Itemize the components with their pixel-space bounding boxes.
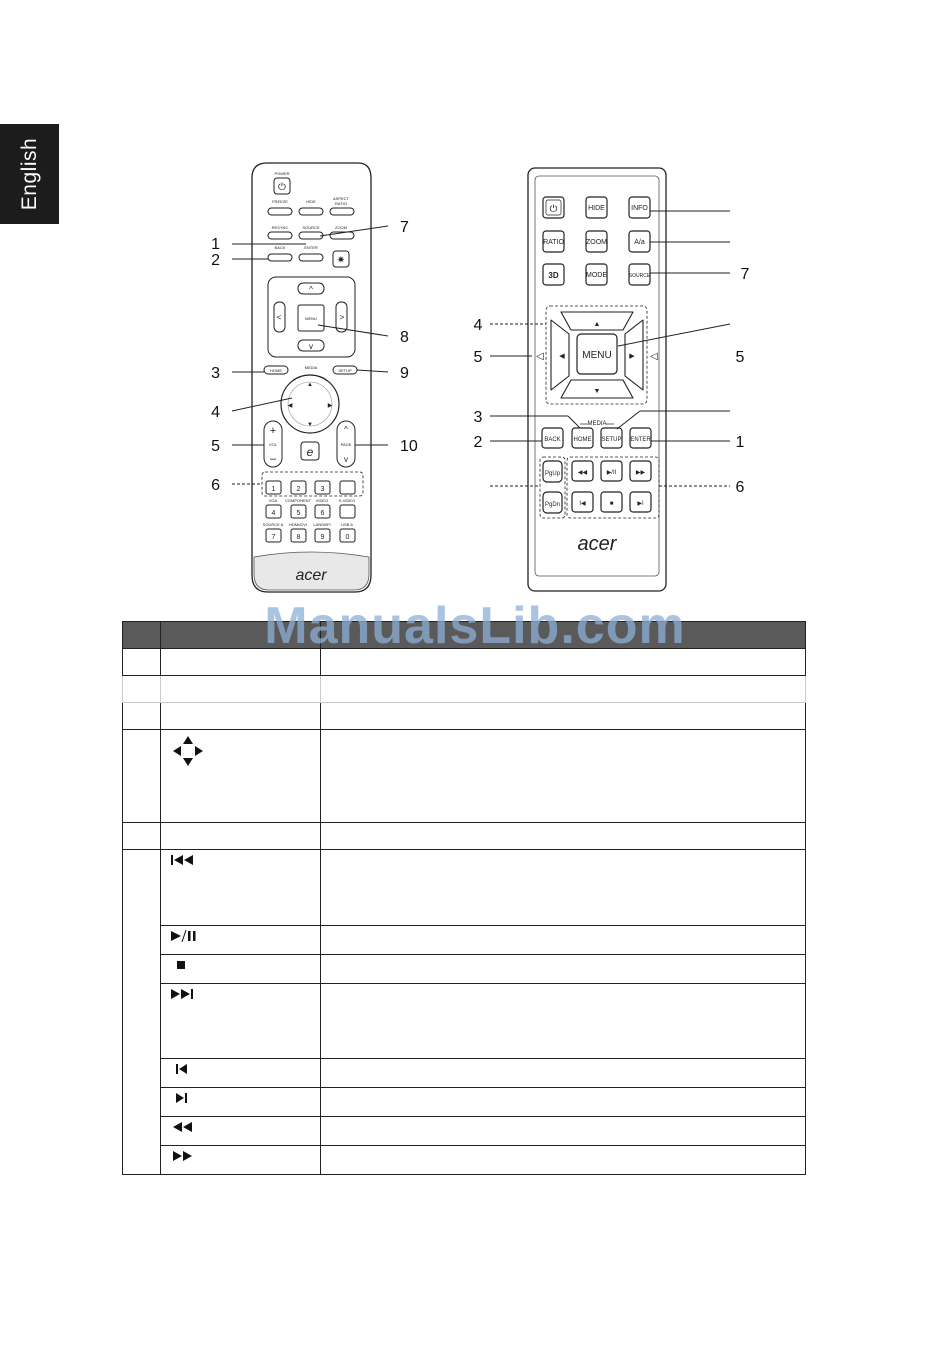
source-label: SOURCE — [302, 225, 320, 230]
row-icon-cell — [161, 730, 321, 823]
table-row — [123, 823, 806, 850]
table-row — [123, 1088, 806, 1117]
right-power-icon: ⏻ — [549, 204, 558, 215]
skip-next-icon — [171, 1092, 191, 1104]
volume-left-icon: ◁ — [536, 351, 544, 362]
page-up-icon: ^ — [344, 425, 348, 434]
row-name — [161, 823, 321, 850]
right-pgdn-label: PgDn — [544, 502, 561, 508]
stop-icon — [171, 959, 191, 971]
page-label: PAGE — [340, 442, 352, 447]
row-icon-cell — [161, 1117, 321, 1146]
row-description — [321, 703, 806, 730]
table-row — [123, 676, 806, 703]
right-callout-1: 1 — [735, 434, 745, 451]
row-description — [321, 1088, 806, 1117]
row-description — [321, 955, 806, 984]
vol-label: VOL — [268, 442, 278, 447]
table-row — [123, 926, 806, 955]
right-callout-4: 4 — [473, 317, 483, 334]
fast-forward-icon — [171, 1150, 195, 1162]
dpad-right-icon: ▶ — [629, 353, 635, 360]
power-label: POWER — [274, 171, 290, 176]
left-brand-logo: acer — [295, 567, 327, 584]
row-icon-cell — [161, 1059, 321, 1088]
digit-8-label: 8 — [296, 534, 301, 541]
svideo-label: S-VIDEO — [338, 498, 356, 503]
left-callout-1: 1 — [211, 236, 220, 253]
resync-label: RESYNC — [271, 225, 289, 230]
keystone-down-icon: ▼ — [593, 388, 601, 395]
left-media-label: MEDIA — [304, 365, 318, 370]
right-back-label: BACK — [544, 437, 561, 443]
row-description — [321, 730, 806, 823]
left-source-button[interactable] — [299, 232, 323, 239]
right-media-label: MEDIA — [587, 421, 607, 427]
row-description — [321, 1146, 806, 1175]
left-resync-button[interactable] — [268, 232, 292, 239]
row-description — [321, 1117, 806, 1146]
left-callout-2: 2 — [211, 252, 220, 269]
previous-rewind-icon — [171, 854, 197, 866]
row-description — [321, 1059, 806, 1088]
rewind-icon: ◀◀ — [577, 470, 588, 476]
row-icon-cell — [161, 955, 321, 984]
right-menu-label: MENU — [582, 350, 612, 361]
digit-6-label: 6 — [320, 510, 325, 517]
left-callout-6: 6 — [211, 477, 220, 494]
volume-up-icon: + — [269, 425, 277, 437]
table-row — [123, 703, 806, 730]
hdmi-dvi-label: HDMI/DVI — [289, 522, 307, 527]
row-number — [123, 823, 161, 850]
language-tab-label: English — [17, 137, 41, 211]
right-remote — [474, 168, 750, 591]
table-row — [123, 984, 806, 1059]
four-arrow-icon — [171, 734, 205, 768]
component-label: COMPONENT — [285, 498, 311, 503]
left-aspect-button[interactable] — [330, 208, 354, 215]
right-hide-label: HIDE — [588, 205, 605, 212]
left-menu-label: MENU — [305, 316, 317, 321]
rewind-icon — [171, 1121, 195, 1133]
right-callout-7: 7 — [740, 266, 750, 283]
back-label: BACK — [274, 245, 286, 250]
chevron-down-icon: v — [309, 342, 313, 351]
table-row — [123, 850, 806, 926]
left-remote — [211, 163, 418, 592]
fast-forward-icon: ▶▶ — [635, 470, 646, 476]
right-home-label: HOME — [573, 437, 592, 443]
left-callout-7: 7 — [400, 219, 409, 236]
source-a-label: SOURCE A — [262, 522, 284, 527]
e-key-label: e — [306, 445, 314, 459]
left-callout-3: 3 — [211, 365, 220, 382]
row-icon-cell — [161, 1088, 321, 1117]
digit-5-label: 5 — [296, 510, 301, 517]
right-callout-6: 6 — [735, 479, 745, 496]
left-callout-8: 8 — [400, 329, 409, 346]
left-callout-9: 9 — [400, 365, 409, 382]
table-row — [123, 955, 806, 984]
table-row — [123, 1117, 806, 1146]
digit-2-label: 2 — [296, 486, 301, 493]
zoom-label: ZOOM — [335, 225, 347, 230]
left-freeze-button[interactable] — [268, 208, 292, 215]
left-home-label: HOME — [270, 368, 282, 373]
row-name — [161, 676, 321, 703]
enter-label: ENTER — [304, 245, 318, 250]
skip-previous-icon: I◀ — [579, 501, 586, 507]
hide-label: HIDE — [306, 199, 316, 204]
freeze-label: FREEZE — [272, 199, 288, 204]
right-3d-label: 3D — [548, 271, 559, 280]
play-pause-icon: ▶/II — [606, 470, 617, 476]
row-description — [321, 850, 806, 926]
right-callout-5-right: 5 — [735, 349, 745, 366]
stop-icon: ■ — [609, 501, 614, 507]
fast-forward-next-icon — [171, 988, 197, 1000]
page-down-icon: v — [344, 455, 348, 464]
right-brand-logo: acer — [577, 533, 617, 555]
right-zoom-label: ZOOM — [586, 239, 607, 246]
usb-a-label: USB A — [341, 522, 353, 527]
row-icon-cell — [161, 1146, 321, 1175]
table-row — [123, 730, 806, 823]
right-enter-label: ENTER — [630, 437, 651, 443]
laser-icon: ✷ — [336, 255, 346, 266]
right-callout-2: 2 — [473, 434, 483, 451]
digit-4-label: 4 — [271, 510, 276, 517]
blank-key-a[interactable] — [340, 481, 355, 494]
left-hide-button[interactable] — [299, 208, 323, 215]
left-setup-label: SETUP — [338, 368, 352, 373]
right-callout-5-left: 5 — [473, 349, 483, 366]
volume-right-icon: ◁ — [650, 351, 658, 362]
chevron-up-icon: ^ — [309, 285, 313, 294]
vga-label: VGA — [268, 498, 278, 503]
left-callout-5: 5 — [211, 438, 220, 455]
row-description — [321, 926, 806, 955]
left-enter-button[interactable] — [299, 254, 323, 261]
ring-up-icon: ▲ — [307, 382, 313, 388]
lanwifi-label: LAN/WIFI — [313, 522, 331, 527]
ring-down-icon: ▼ — [307, 422, 313, 428]
chevron-right-icon: > — [339, 313, 345, 322]
aspect-label: ASPECT — [332, 196, 350, 201]
right-info-label: INFO — [631, 205, 648, 212]
keystone-up-icon: ▲ — [593, 321, 601, 328]
ring-left-icon: ◀ — [287, 403, 293, 409]
digit-7-label: 7 — [271, 534, 276, 541]
right-setup-label: SETUP — [601, 437, 622, 443]
digit-0-label: 0 — [345, 534, 350, 541]
table-row — [123, 1146, 806, 1175]
right-source-label: SOURCE — [628, 273, 651, 279]
digit-3-label: 3 — [320, 486, 325, 493]
row-number — [123, 703, 161, 730]
row-number — [123, 730, 161, 823]
left-back-button[interactable] — [268, 254, 292, 261]
right-mode-label: MODE — [586, 272, 607, 279]
row-icon-cell — [161, 850, 321, 926]
power-icon: ⏻ — [278, 182, 286, 193]
row-description — [321, 984, 806, 1059]
play-pause-icon — [171, 930, 199, 942]
row-icon-cell — [161, 984, 321, 1059]
right-pgup-label: PgUp — [544, 471, 561, 477]
dpad-left-icon: ◀ — [559, 353, 565, 360]
chevron-left-icon: < — [276, 313, 282, 322]
skip-previous-icon — [171, 1063, 191, 1075]
right-callout-3: 3 — [473, 409, 483, 426]
blank-key-b[interactable] — [340, 505, 355, 518]
ratio-label: RATIO — [335, 201, 347, 206]
row-number — [123, 676, 161, 703]
video-label: VIDEO — [315, 498, 329, 503]
right-aa-label: A/a — [634, 239, 645, 246]
skip-next-icon: ▶I — [637, 501, 644, 507]
row-description — [321, 823, 806, 850]
right-ratio-label: RATIO — [543, 239, 564, 246]
table-row — [123, 1059, 806, 1088]
watermark: ManualsLib.com — [264, 597, 686, 655]
digit-1-label: 1 — [271, 486, 276, 493]
volume-down-icon: – — [269, 453, 277, 465]
ring-right-icon: ▶ — [327, 403, 333, 409]
row-icon-cell — [161, 926, 321, 955]
row-number — [123, 850, 161, 1175]
digit-9-label: 9 — [320, 534, 325, 541]
row-name — [161, 703, 321, 730]
remotes-illustration — [0, 0, 950, 600]
left-callout-10: 10 — [400, 438, 418, 455]
left-callout-4: 4 — [211, 404, 220, 421]
row-description — [321, 676, 806, 703]
key-description-table — [122, 621, 806, 1175]
